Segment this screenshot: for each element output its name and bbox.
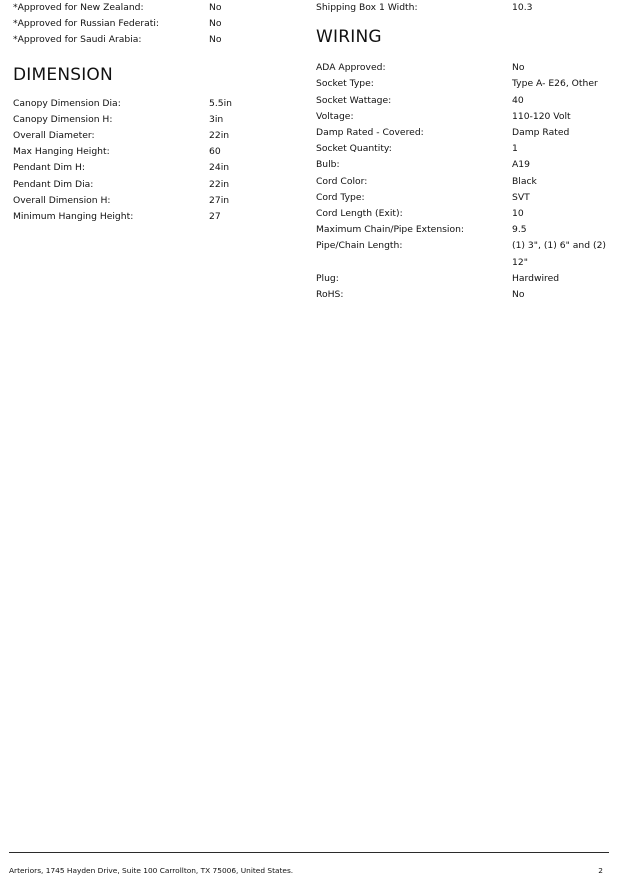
spec-row bbox=[316, 76, 606, 92]
spec-value: No bbox=[512, 62, 525, 74]
spec-row bbox=[316, 271, 606, 287]
spec-value: 110-120 Volt bbox=[512, 110, 571, 122]
spacer bbox=[13, 85, 303, 96]
spec-value: 10 bbox=[512, 208, 524, 220]
spacer bbox=[13, 49, 303, 65]
dimension-section-heading: DIMENSION bbox=[13, 64, 113, 85]
spec-value: 27in bbox=[209, 194, 230, 206]
spacer bbox=[316, 16, 606, 27]
spec-value: A19 bbox=[512, 159, 530, 171]
spec-label: Minimum Hanging Height: bbox=[13, 211, 134, 223]
spec-row bbox=[316, 125, 606, 141]
spec-value: 22in bbox=[209, 130, 230, 142]
spec-label: ADA Approved: bbox=[316, 62, 386, 74]
spec-value: 5.5in bbox=[209, 97, 232, 109]
spec-label: Canopy Dimension H: bbox=[13, 113, 113, 125]
spec-row bbox=[316, 174, 606, 190]
spec-value: Black bbox=[512, 175, 537, 187]
spec-label: Overall Diameter: bbox=[13, 130, 95, 142]
left-column bbox=[13, 0, 303, 225]
spec-value: No bbox=[209, 2, 222, 13]
spec-row bbox=[13, 160, 303, 176]
spec-value: 1 bbox=[512, 143, 518, 155]
spec-row bbox=[13, 0, 303, 16]
spec-value: 24in bbox=[209, 162, 230, 174]
spec-label: Voltage: bbox=[316, 110, 354, 122]
spec-row bbox=[316, 60, 606, 76]
dimension-list bbox=[13, 96, 303, 226]
spec-value: 60 bbox=[209, 146, 221, 158]
spec-label: Socket Quantity: bbox=[316, 143, 392, 155]
spec-value: 27 bbox=[209, 211, 221, 223]
spec-value: 40 bbox=[512, 94, 524, 106]
spec-label: Damp Rated - Covered: bbox=[316, 127, 424, 139]
spec-row bbox=[13, 112, 303, 128]
spec-label: Overall Dimension H: bbox=[13, 194, 111, 206]
spec-label: Pendant Dim H: bbox=[13, 162, 85, 174]
spec-label: Cord Color: bbox=[316, 175, 368, 187]
spec-value: 9.5 bbox=[512, 224, 527, 236]
approvals-list bbox=[13, 0, 303, 49]
spec-row bbox=[316, 157, 606, 173]
spec-value: Hardwired bbox=[512, 272, 560, 284]
spec-label: Pendant Dim Dia: bbox=[13, 178, 94, 190]
spec-label: Bulb: bbox=[316, 159, 340, 171]
spec-row bbox=[316, 141, 606, 157]
spec-label: Plug: bbox=[316, 272, 339, 284]
footer-address: Arteriors, 1745 Hayden Drive, Suite 100 Carrollton, TX 75006, United States. bbox=[9, 866, 294, 875]
spec-row bbox=[316, 0, 606, 16]
shipping-list bbox=[316, 0, 606, 16]
wiring-section-heading: WIRING bbox=[316, 27, 382, 48]
spec-row bbox=[13, 32, 303, 48]
spec-label: *Approved for Saudi Arabia: bbox=[13, 34, 142, 46]
spec-value: Damp Rated bbox=[512, 127, 570, 139]
spec-label: Cord Type: bbox=[316, 191, 365, 203]
spec-value: No bbox=[512, 289, 525, 301]
spec-row bbox=[13, 128, 303, 144]
spec-value: No bbox=[209, 18, 222, 30]
spec-row bbox=[316, 206, 606, 222]
spec-row bbox=[13, 144, 303, 160]
spec-row bbox=[316, 190, 606, 206]
spec-value: SVT bbox=[512, 191, 530, 203]
spec-value: No bbox=[209, 34, 222, 46]
spec-value: 22in bbox=[209, 178, 230, 190]
spec-label: RoHS: bbox=[316, 289, 344, 301]
spec-row bbox=[316, 222, 606, 238]
spec-label: Socket Wattage: bbox=[316, 94, 392, 106]
spec-label: Pipe/Chain Length: bbox=[316, 240, 403, 252]
footer-page-number: 2 bbox=[598, 866, 603, 875]
spec-row bbox=[316, 238, 606, 270]
spec-value: 10.3 bbox=[512, 2, 533, 13]
spec-label: Max Hanging Height: bbox=[13, 146, 110, 158]
spec-value: 3in bbox=[209, 113, 224, 125]
spec-value: (1) 3", (1) 6" and (2) 12" bbox=[512, 240, 606, 268]
spec-label: Socket Type: bbox=[316, 78, 374, 90]
spec-row bbox=[13, 177, 303, 193]
spec-label: Canopy Dimension Dia: bbox=[13, 97, 121, 109]
spacer bbox=[316, 47, 606, 60]
spec-row bbox=[316, 287, 606, 303]
spec-label: Maximum Chain/Pipe Extension: bbox=[316, 224, 465, 236]
right-column bbox=[316, 0, 606, 303]
spec-value: Type A- E26, Other bbox=[512, 78, 598, 90]
spec-label: *Approved for New Zealand: bbox=[13, 2, 144, 13]
spec-row bbox=[13, 193, 303, 209]
spec-label: Cord Length (Exit): bbox=[316, 208, 403, 220]
spec-row bbox=[13, 96, 303, 112]
spec-label: Shipping Box 1 Width: bbox=[316, 2, 418, 13]
page-footer bbox=[9, 866, 609, 875]
footer-divider bbox=[9, 852, 609, 853]
spec-row bbox=[13, 209, 303, 225]
spec-row bbox=[316, 93, 606, 109]
wiring-list bbox=[316, 60, 606, 303]
spec-row bbox=[13, 16, 303, 32]
spec-row bbox=[316, 109, 606, 125]
spec-label: *Approved for Russian Federati: bbox=[13, 18, 160, 30]
